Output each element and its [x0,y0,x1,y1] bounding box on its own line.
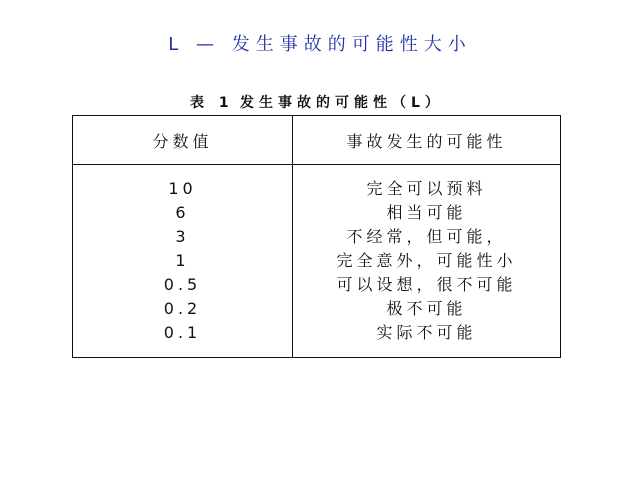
score-value: 10 [168,179,197,198]
description-column [293,165,561,358]
table-caption-text: 发生事故的可能性（L） [240,95,444,111]
header-score: 分数值 [73,116,293,165]
score-value: 0.1 [163,323,202,342]
table-header-row [73,116,561,165]
score-value: 6 [175,203,190,222]
likelihood-description: 完全意外，可能性小 [336,251,517,270]
score-value: 3 [175,227,190,246]
likelihood-description: 极不可能 [386,299,467,318]
likelihood-description: 不经常，但可能， [346,227,507,246]
score-value: 0.5 [163,275,202,294]
table-caption [190,92,444,112]
page-title: L — 发生事故的可能性大小 [168,34,472,55]
table-body-row [73,165,561,358]
likelihood-table [72,115,561,358]
header-likelihood: 事故发生的可能性 [293,116,561,165]
score-column [73,165,293,358]
score-value: 0.2 [163,299,202,318]
likelihood-description: 实际不可能 [376,323,477,342]
likelihood-description: 完全可以预料 [366,179,487,198]
table-number: 表 1 [190,95,234,111]
likelihood-description: 可以设想，很不可能 [336,275,517,294]
score-value: 1 [175,251,190,270]
likelihood-description: 相当可能 [386,203,467,222]
